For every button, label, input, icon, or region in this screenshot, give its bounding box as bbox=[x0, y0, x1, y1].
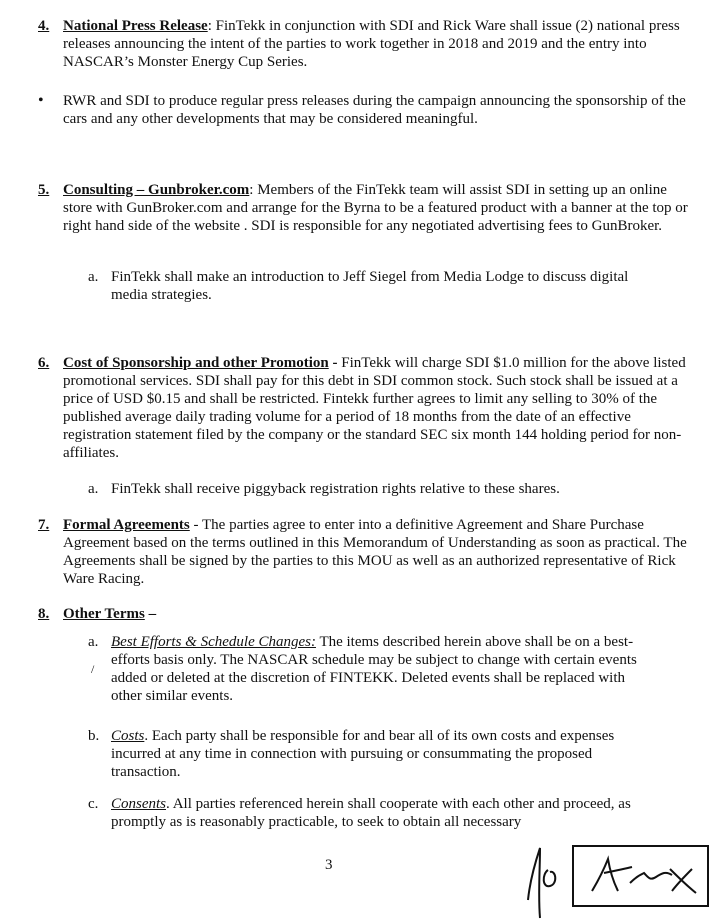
section-body bbox=[63, 605, 688, 623]
bullet-item bbox=[38, 92, 688, 128]
item-text: . All parties referenced herein shall cooperate with each other and proceed, as promptly as is reasonably practicable, to seek to obtain all necessary bbox=[111, 796, 631, 830]
section-5 bbox=[38, 181, 688, 235]
handwritten-initials-1 bbox=[520, 840, 570, 920]
section-8-item-a bbox=[88, 633, 648, 705]
section-6 bbox=[38, 354, 688, 462]
section-heading: Consulting – Gunbroker.com bbox=[63, 182, 250, 198]
bullet-text: RWR and SDI to produce regular press releases during the campaign announcing the sponsorship of the cars and any other developments that may be considered meaningful. bbox=[63, 93, 686, 127]
pen-mark: / bbox=[91, 662, 95, 676]
item-text: FinTekk shall receive piggyback registration rights relative to these shares. bbox=[111, 481, 560, 497]
item-text: FinTekk shall make an introduction to Jeff Siegel from Media Lodge to discuss digital media strategies. bbox=[111, 269, 629, 303]
section-body bbox=[63, 516, 688, 588]
bullet-mark: • bbox=[38, 92, 44, 109]
section-text: : FinTekk in conjunction with SDI and Rick Ware shall issue (2) national press releases announcing the intent of the parties to work together in 2018 and 2019 and the entry into NASCAR’s Monster Energy Cup Series. bbox=[63, 18, 680, 70]
section-text: : Members of the FinTekk team will assist SDI in setting up an online store with GunBroker.com and arrange for the Byrna to be a featured product with a banner at the top or right hand side of the website . SDI is responsible for any negotiated advertising fees to GunBroker. bbox=[63, 182, 688, 234]
section-4 bbox=[38, 17, 688, 71]
section-heading: Cost of Sponsorship and other Promotion bbox=[63, 355, 329, 371]
section-heading: Other Terms bbox=[63, 606, 145, 622]
section-number: 4. bbox=[38, 18, 50, 34]
section-body bbox=[63, 181, 688, 235]
item-label: b. bbox=[88, 728, 100, 744]
section-number: 7. bbox=[38, 517, 50, 533]
section-7 bbox=[38, 516, 688, 588]
item-label: a. bbox=[88, 269, 99, 285]
section-number: 5. bbox=[38, 182, 50, 198]
section-8-item-b bbox=[88, 727, 648, 781]
item-heading: Consents bbox=[111, 796, 167, 812]
section-number: 6. bbox=[38, 355, 50, 371]
section-8-item-c bbox=[88, 795, 648, 831]
section-6-item-a bbox=[88, 480, 648, 498]
heading-dash: - bbox=[328, 355, 338, 371]
item-text: . Each party shall be responsible for and bear all of its own costs and expenses incurred at any time in connection with pursuing or consummating the proposed transaction. bbox=[111, 728, 615, 780]
section-heading: National Press Release bbox=[63, 18, 208, 34]
page-number: 3 bbox=[325, 857, 333, 873]
section-text: - The parties agree to enter into a definitive Agreement and Share Purchase Agreement based on the terms outlined in this Memorandum of Understanding as soon as practical. The Agreements shall be signed by the parties to this MOU as well as an authorized representative of Rick Ware Racing. bbox=[63, 517, 687, 587]
handwritten-initials-2 bbox=[574, 847, 707, 905]
item-label: c. bbox=[88, 796, 99, 812]
item-body bbox=[111, 727, 648, 781]
initials-box bbox=[572, 845, 709, 907]
section-5-item-a bbox=[88, 268, 648, 304]
section-body bbox=[63, 17, 688, 71]
item-label: a. bbox=[88, 634, 99, 650]
section-text: FinTekk will charge SDI $1.0 million for the above listed promotional services. SDI shall pay for this debt in SDI common stock. Such stock shall be issued at a price of USD $0.15 and shall be restricted. Fintekk further agrees to limit any selling to 30% of the published average daily trading volume for a period of 18 months from the date of an effective registration statement filed by the company or the standard SEC six month 144 holding period for non-affiliates. bbox=[63, 355, 686, 461]
item-body bbox=[111, 795, 648, 831]
heading-dash: – bbox=[144, 606, 157, 622]
section-heading: Formal Agreements bbox=[63, 517, 190, 533]
item-heading: Best Efforts & Schedule Changes: bbox=[111, 634, 316, 650]
section-body bbox=[63, 354, 688, 462]
section-number: 8. bbox=[38, 606, 50, 622]
item-text: The items described herein above shall be on a best-efforts basis only. The NASCAR schedule may be subject to change with certain events added or deleted at the discretion of FINTEKK. Deleted events shall be replaced with other similar events. bbox=[111, 634, 637, 704]
item-heading: Costs bbox=[111, 728, 145, 744]
item-label: a. bbox=[88, 481, 99, 497]
section-8 bbox=[38, 605, 688, 623]
item-body bbox=[111, 633, 648, 705]
